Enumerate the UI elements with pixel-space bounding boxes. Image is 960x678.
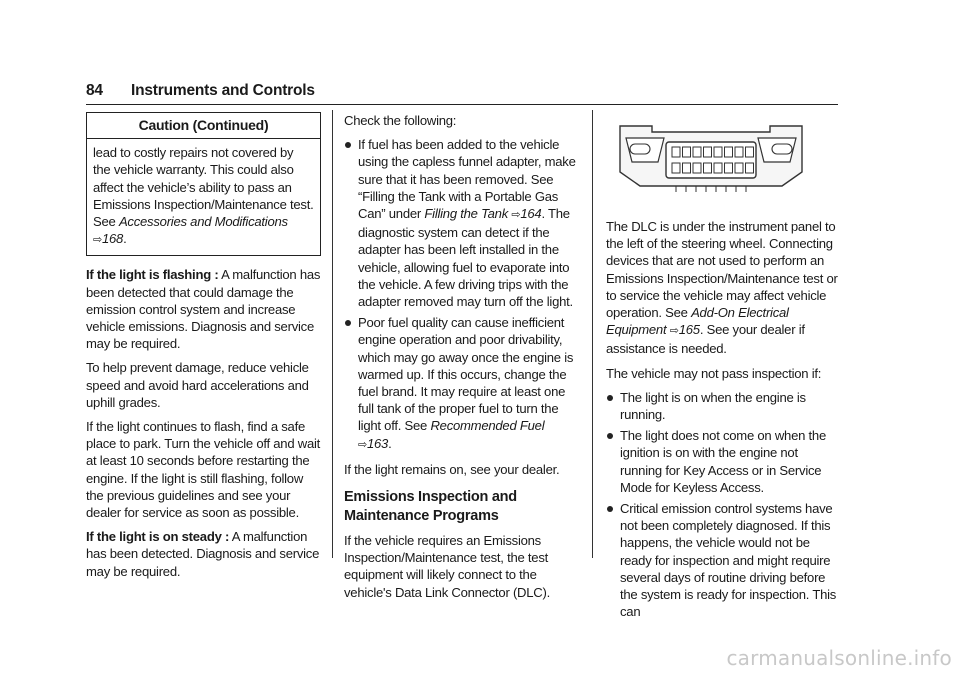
remains-paragraph: If the light remains on, see your dealer. <box>344 461 560 477</box>
page-ref-arrow-icon: ⇨ <box>93 234 102 247</box>
dlc-connector-illustration <box>606 120 846 200</box>
column-1 <box>86 112 321 587</box>
flashing-text: A malfunction has been detected that could damage the emission control system and increase vehicle emissions. Diagnosis and service may be required. <box>86 267 321 352</box>
caution-ref-link[interactable]: Accessories and Modifications <box>118 214 288 230</box>
continues-paragraph: If the light continues to flash, find a safe place to park. Turn the vehicle off and wait at least 10 seconds before restarting the engine. If the light is still flashing, follow the previous guidelines and see your dealer for service as soon as possible. <box>86 419 321 521</box>
section-title: Instruments and Controls <box>131 82 315 99</box>
column-divider <box>592 110 593 558</box>
inspection-list <box>606 389 840 621</box>
steady-lead: If the light is on steady : <box>86 529 230 545</box>
dlc-tail: See your dealer if assistance is needed. <box>606 322 805 357</box>
column-2 <box>344 112 581 608</box>
may-not-pass-intro: The vehicle may not pass inspection if: <box>606 365 822 381</box>
list-item: Critical emission control systems have not been completely diagnosed. If this happens, the vehicle would not be ready for inspection and might require several days of routine driving before the system is ready for inspection. This can <box>606 500 840 620</box>
list-item: If fuel has been added to the vehicle using the capless funnel adapter, make sure that it has been removed. See “Filling the Tank with a Portable Gas Can” under Filling the Tank ⇨164. The diagnostic system can detect if the adapter has been left installed in the vehicle, allowing fuel to evaporate into the vehicle. A few driving trips with the adapter removed may turn off the light. <box>344 136 581 310</box>
filling-tank-link[interactable]: Filling the Tank <box>424 206 508 222</box>
caution-box <box>86 112 321 256</box>
list-item-tail: The diagnostic system can detect if the adapter has been left installed in the vehicle, allowing fuel to evaporate into the vehicle. A few driving trips with the adapter removed may turn off the light. <box>358 206 573 310</box>
column-3 <box>606 218 840 627</box>
recommended-fuel-page[interactable]: 163 <box>366 435 389 451</box>
caution-body: lead to costly repairs not covered by the vehicle warranty. This could also affect the vehicle’s ability to pass an Emissions Inspection/Maintenance test. See Accessories and Modifications ⇨168. <box>93 145 314 247</box>
emissions-heading: Emissions Inspection and Maintenance Programs <box>344 489 517 525</box>
column-divider <box>332 110 333 558</box>
caution-text: lead to costly repairs not covered by the vehicle warranty. This could also affect the vehicle’s ability to pass an Emissions Inspection/Maintenance test. See <box>93 145 314 230</box>
page-header <box>86 78 838 105</box>
list-item: The light does not come on when the ignition is on with the engine not running for Key Access or in Service Mode for Keyless Access. <box>606 427 840 496</box>
page-ref-arrow-icon: ⇨ <box>358 438 367 451</box>
flashing-lead: If the light is flashing : <box>86 267 219 283</box>
list-item-text: Poor fuel quality can cause inefficient engine operation and poor drivability, which may go away once the engine is warmed up. If this occurs, change the fuel brand. It may require at least one full tank of the proper fuel to turn the light off. See <box>358 315 574 434</box>
add-on-equipment-link[interactable]: Add-On Electrical Equipment <box>606 305 789 338</box>
dlc-text: The DLC is under the instrument panel to the left of the steering wheel. Connecting devices that are not used to perform an Emissions Inspection/Maintenance test or to service the vehicle may affect vehicle operation. See <box>606 219 838 321</box>
watermark: carmanualsonline.info <box>726 646 952 670</box>
page-ref-arrow-icon: ⇨ <box>669 325 679 338</box>
check-list <box>344 136 581 454</box>
list-item: The light is on when the engine is running. <box>606 389 840 423</box>
caution-ref-page[interactable]: 168 <box>101 231 124 247</box>
programs-paragraph: If the vehicle requires an Emissions Inspection/Maintenance test, the test equipment will likely connect to the vehicle's Data Link Connector (DLC). <box>344 533 550 600</box>
list-item: Poor fuel quality can cause inefficient engine operation and poor drivability, which may go away once the engine is warmed up. If this occurs, change the fuel brand. It may require at least one full tank of the proper fuel to turn the light off. See Recommended Fuel ⇨163. <box>344 314 581 454</box>
dlc-paragraph: The DLC is under the instrument panel to the left of the steering wheel. Connecting devices that are not used to perform an Emissions Inspection/Maintenance test or to service the vehicle may affect vehicle operation. See Add-On Electrical Equipment ⇨165. See your dealer if assistance is needed. <box>606 219 838 357</box>
filling-tank-page[interactable]: 164 <box>520 206 542 222</box>
page-number: 84 <box>86 82 103 99</box>
prevent-paragraph: To help prevent damage, reduce vehicle speed and avoid hard accelerations and uphill grades. <box>86 360 309 410</box>
page-ref-arrow-icon: ⇨ <box>511 209 521 222</box>
check-intro: Check the following: <box>344 113 457 128</box>
add-on-equipment-page[interactable]: 165 <box>678 322 700 338</box>
list-item-text: If fuel has been added to the vehicle using the capless funnel adapter, make sure that it has been removed. See “Filling the Tank with a Portable Gas Can” under <box>358 137 576 222</box>
steady-paragraph <box>86 528 321 580</box>
recommended-fuel-link[interactable]: Recommended Fuel <box>430 418 545 434</box>
caution-title: Caution (Continued) <box>87 113 320 139</box>
flashing-paragraph <box>86 266 321 352</box>
steady-text: A malfunction has been detected. Diagnosis and service may be required. <box>86 529 320 579</box>
